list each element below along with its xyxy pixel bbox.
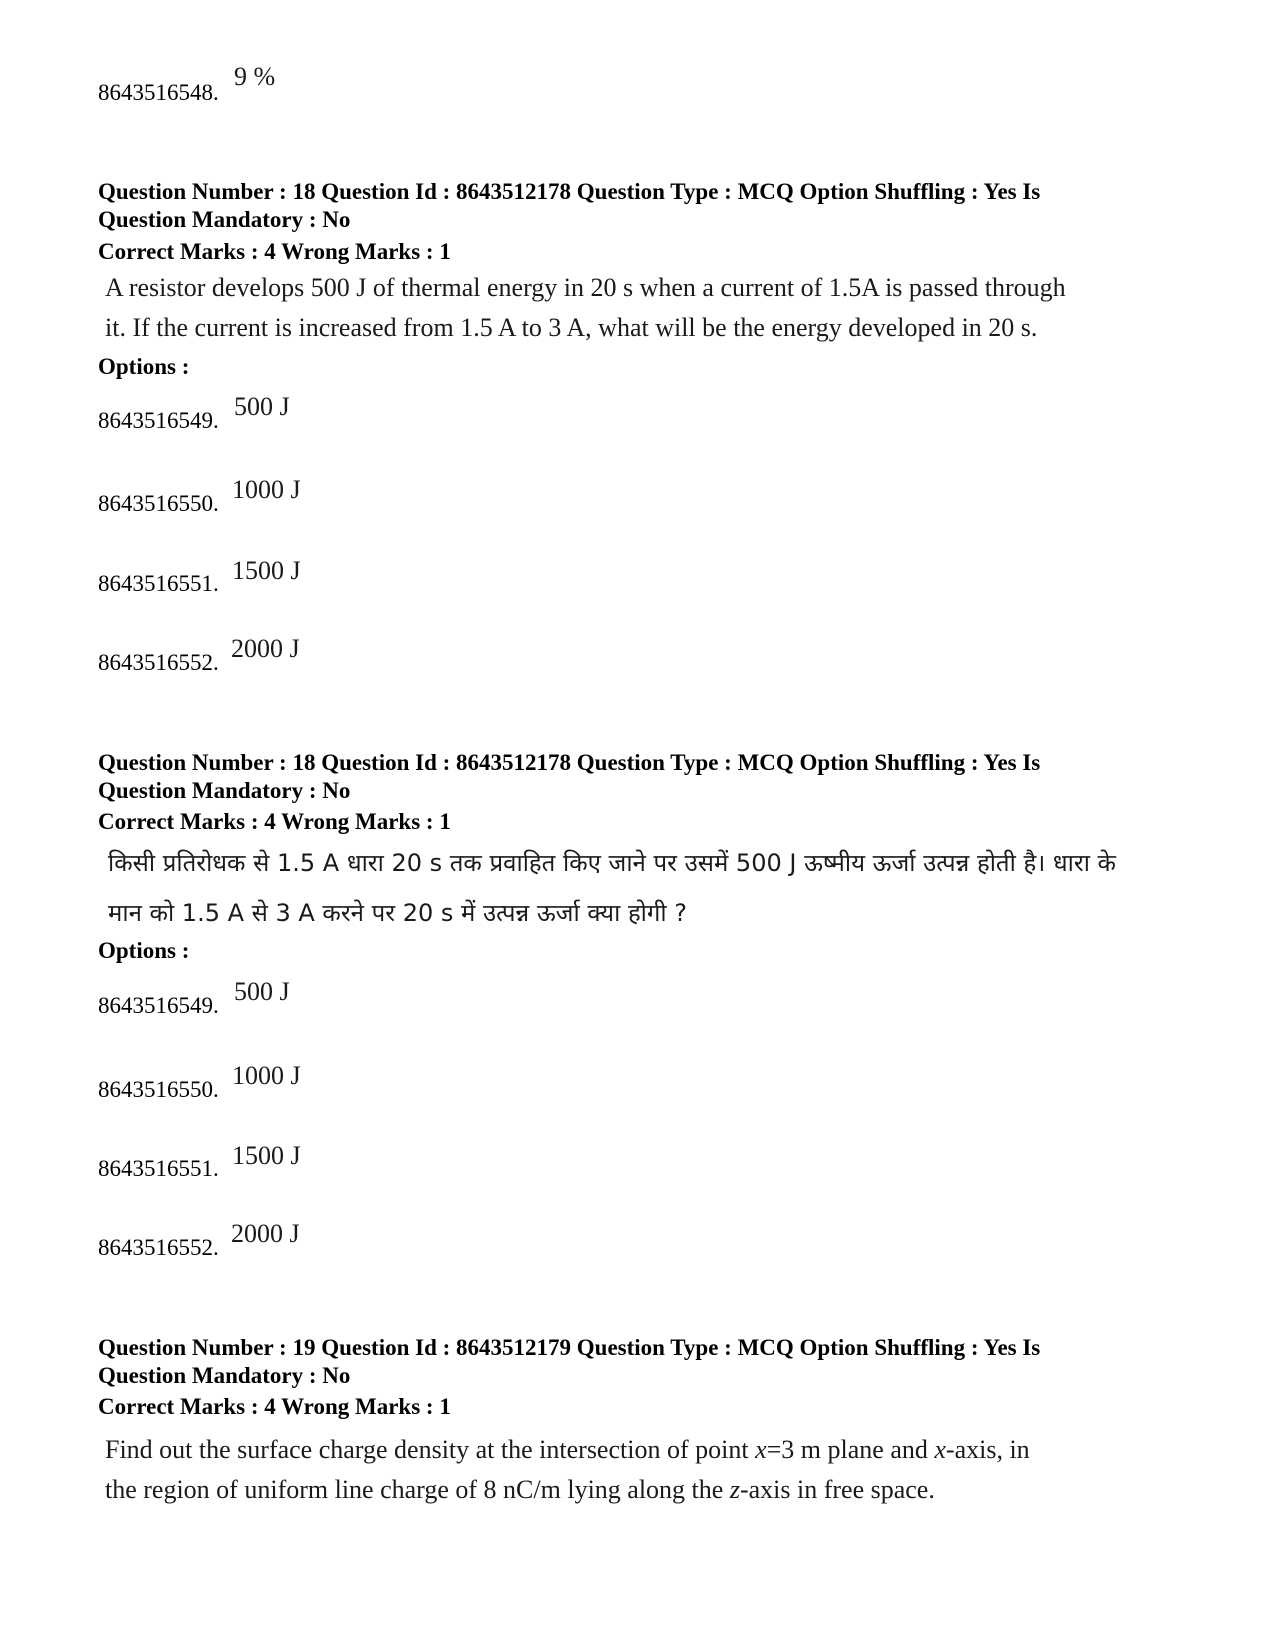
question-text-segment: -axis, in [945,1435,1030,1464]
question-marks: Correct Marks : 4 Wrong Marks : 1 [98,1394,451,1419]
math-variable: x [755,1435,767,1464]
question-header-line1: Question Number : 18 Question Id : 8643512178 Question Type : MCQ Option Shuffling : Yes Is [98,750,1041,775]
question-text-line1 [105,1430,1165,1470]
question-header [98,749,1040,805]
question-header-line2: Question Mandatory : No [98,207,351,232]
option-id: 8643516548. [98,80,219,105]
options-label: Options : [98,938,190,963]
question-text [105,1430,1165,1510]
option-value: 500 J [234,392,290,421]
question-text-line1: A resistor develops 500 J of thermal energy in 20 s when a current of 1.5A is passed through [105,273,1066,302]
question-header [98,178,1040,234]
question-header-line2: Question Mandatory : No [98,778,351,803]
option-id: 8643516550. [98,1077,219,1102]
option-id: 8643516551. [98,571,219,596]
option-id: 8643516549. [98,408,219,433]
question-marks: Correct Marks : 4 Wrong Marks : 1 [98,809,451,834]
question-text-segment: -axis in free space. [739,1475,935,1504]
question-header [98,1334,1040,1390]
option-id: 8643516549. [98,993,219,1018]
option-value: 1000 J [232,475,301,504]
question-header-line1: Question Number : 18 Question Id : 8643512178 Question Type : MCQ Option Shuffling : Yes Is [98,179,1041,204]
question-text [108,838,1168,938]
question-text-line1: किसी प्रतिरोधक से 1.5 A धारा 20 s तक प्रवाहित किए जाने पर उसमें 500 J ऊष्मीय ऊर्जा उत्पन्न होती है। धारा के [108,849,1116,877]
question-text-segment: Find out the surface charge density at the intersection of point [105,1435,756,1464]
math-variable: z [729,1475,740,1504]
question-text-line2 [105,1470,1165,1510]
question-text [105,268,1165,348]
question-header-line2: Question Mandatory : No [98,1363,351,1388]
question-header-line1: Question Number : 19 Question Id : 8643512179 Question Type : MCQ Option Shuffling : Yes Is [98,1335,1041,1360]
option-value: 2000 J [231,1219,300,1248]
option-value: 1500 J [232,1141,301,1170]
option-value: 2000 J [231,634,300,663]
option-value: 500 J [234,977,290,1006]
option-value: 1000 J [232,1061,301,1090]
option-id: 8643516551. [98,1156,219,1181]
options-label: Options : [98,354,190,379]
question-marks: Correct Marks : 4 Wrong Marks : 1 [98,239,451,264]
option-value: 9 % [234,62,276,91]
question-text-line2: it. If the current is increased from 1.5 A to 3 A, what will be the energy developed in 20 s. [105,313,1038,342]
option-id: 8643516552. [98,650,219,675]
option-id: 8643516552. [98,1235,219,1260]
option-id: 8643516550. [98,491,219,516]
option-value: 1500 J [232,556,301,585]
question-text-segment: =3 m plane and [766,1435,935,1464]
question-text-line2: मान को 1.5 A से 3 A करने पर 20 s में उत्पन्न ऊर्जा क्या होगी ? [108,899,687,927]
math-variable: x [934,1435,946,1464]
question-text-segment: the region of uniform line charge of 8 nC/m lying along the [105,1475,730,1504]
